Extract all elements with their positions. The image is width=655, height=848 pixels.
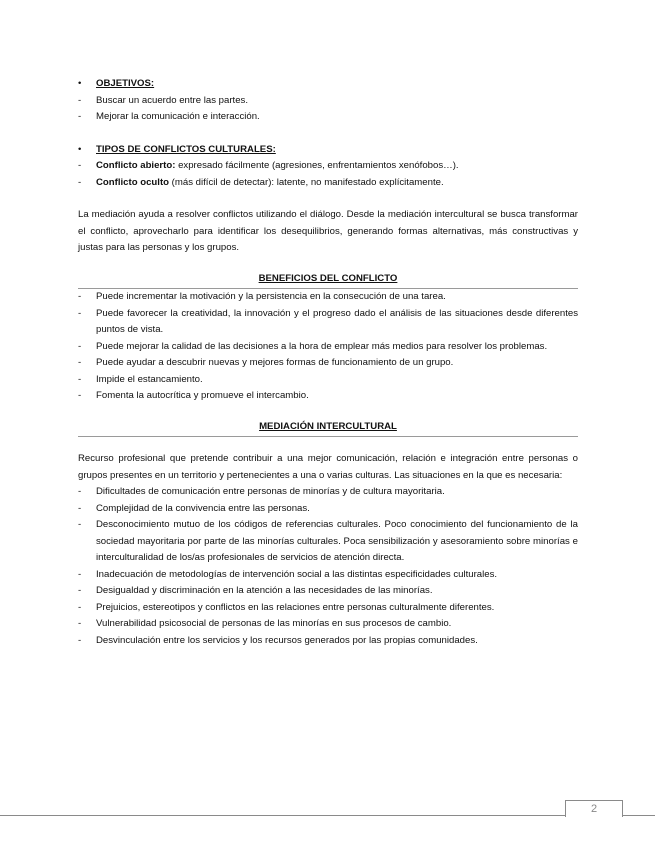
objetivos-heading-text: OBJETIVOS: <box>96 78 155 89</box>
dash-icon: - <box>78 390 82 401</box>
mediacion-paragraph: La mediación ayuda a resolver conflictos utilizando el diálogo. Desde la mediación intercultural se busca transformar el conflicto, aprovecharlo para identificar los desequilibrios, generando formas alternativas, más constructivas y justas para las personas y los grupos. <box>78 209 578 253</box>
list-item-text: Desvinculación entre los servicios y los recursos generados por las propias comunidades. <box>96 634 478 646</box>
list-item-text: Puede ayudar a descubrir nuevas y mejores formas de funcionamiento de un grupo. <box>96 357 454 368</box>
list-item <box>78 339 578 356</box>
list-item <box>78 355 578 372</box>
list-item-text: Prejuicios, estereotipos y conflictos en las relaciones entre personas culturalmente diferentes. <box>96 601 495 613</box>
list-item <box>78 616 578 633</box>
term-description: (más difícil de detectar): latente, no manifestado explícitamente. <box>169 176 444 188</box>
list-item <box>78 289 578 306</box>
term-description: expresado fácilmente (agresiones, enfrentamientos xenófobos…). <box>175 160 459 171</box>
dash-icon: - <box>78 519 82 530</box>
beneficios-title <box>78 271 578 290</box>
list-item <box>78 567 578 584</box>
list-item <box>78 388 578 405</box>
dash-icon: - <box>78 94 82 106</box>
footer-rule-left <box>0 815 565 816</box>
mediacion-intercultural-paragraph: Recurso profesional que pretende contribuir a una mejor comunicación, relación e integración entre personas o grupos presentes en un territorio y pertenecientes a una o varias culturas. Las situaciones en la que es necesaria: <box>78 453 578 481</box>
mediacion-intercultural-title-text: MEDIACIÓN INTERCULTURAL <box>259 420 397 432</box>
list-item <box>78 633 578 650</box>
list-item <box>78 517 578 567</box>
list-item <box>78 93 578 110</box>
list-item-text: Complejidad de la convivencia entre las personas. <box>96 502 310 514</box>
dash-icon: - <box>78 291 82 302</box>
list-item-text: Inadecuación de metodologías de intervención social a las distintas especificidades culturales. <box>96 568 498 580</box>
dash-icon: - <box>78 601 82 613</box>
list-item <box>78 158 578 175</box>
page-number: 2 <box>565 800 623 817</box>
list-item <box>78 583 578 600</box>
list-item-text: Desconocimiento mutuo de los códigos de referencias culturales. Poco conocimiento del funcionamiento de la sociedad mayoritaria por parte de las minorías culturales. Poca sensibilización y asesoramiento sobre minorías e interculturalidad de los/as profesionales de servicios de atención directa. <box>96 519 578 563</box>
list-item-text: Impide el estancamiento. <box>96 373 203 385</box>
list-item-text: Mejorar la comunicación e interacción. <box>96 111 260 122</box>
bullet-icon: • <box>78 78 82 89</box>
mediacion-intercultural-list <box>78 484 578 649</box>
objetivos-heading <box>78 76 578 93</box>
beneficios-title-text: BENEFICIOS DEL CONFLICTO <box>258 272 398 284</box>
list-item <box>78 109 578 126</box>
tipos-heading-text: TIPOS DE CONFLICTOS CULTURALES: <box>96 143 276 155</box>
list-item <box>78 501 578 518</box>
dash-icon: - <box>78 307 82 319</box>
list-item-text: Puede favorecer la creatividad, la innovación y el progreso dado el análisis de las situaciones desde diferentes puntos de vista. <box>96 307 578 335</box>
dash-icon: - <box>78 634 82 646</box>
footer-rule-right <box>621 815 655 816</box>
tipos-list <box>78 158 578 191</box>
document-page <box>78 76 578 649</box>
dash-icon: - <box>78 340 82 352</box>
dash-icon: - <box>78 486 82 497</box>
bullet-icon: • <box>78 143 82 155</box>
list-item-text: Puede incrementar la motivación y la persistencia en la consecución de una tarea. <box>96 291 446 302</box>
list-item <box>78 600 578 617</box>
dash-icon: - <box>78 111 82 122</box>
list-item <box>78 306 578 339</box>
list-item <box>78 175 578 192</box>
dash-icon: - <box>78 357 82 368</box>
dash-icon: - <box>78 568 82 580</box>
list-item <box>78 484 578 501</box>
objetivos-list <box>78 93 578 126</box>
dash-icon: - <box>78 585 82 596</box>
list-item-text: Dificultades de comunicación entre personas de minorías y de cultura mayoritaria. <box>96 486 445 497</box>
list-item <box>78 372 578 389</box>
list-item-text: Puede mejorar la calidad de las decisiones a la hora de emplear más medios para resolver los problemas. <box>96 340 548 352</box>
tipos-heading <box>78 142 578 159</box>
list-item-text: Fomenta la autocrítica y promueve el intercambio. <box>96 390 309 401</box>
dash-icon: - <box>78 160 82 171</box>
mediacion-intercultural-title <box>78 419 578 438</box>
list-item-text: Desigualdad y discriminación en la atención a las necesidades de las minorías. <box>96 585 433 596</box>
term-label: Conflicto abierto: <box>96 160 176 171</box>
dash-icon: - <box>78 176 82 188</box>
dash-icon: - <box>78 502 82 514</box>
beneficios-list <box>78 289 578 405</box>
list-item-text: Vulnerabilidad psicosocial de personas de las minorías en sus procesos de cambio. <box>96 618 452 629</box>
list-item-text: Buscar un acuerdo entre las partes. <box>96 94 248 106</box>
dash-icon: - <box>78 373 82 385</box>
dash-icon: - <box>78 618 82 629</box>
term-label: Conflicto oculto <box>96 176 170 188</box>
